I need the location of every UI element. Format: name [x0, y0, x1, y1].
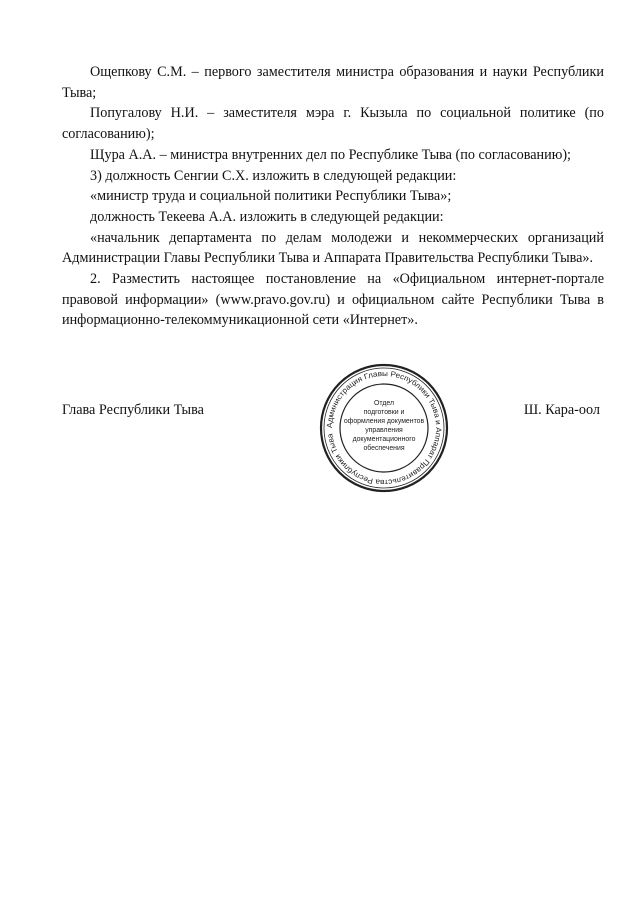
paragraph-popugalova: Попугалову Н.И. – заместителя мэра г. Кызыла по социальной политике (по согласованию); [62, 105, 604, 143]
paragraph-item-2-publish: 2. Разместить настоящее постановление на «Официальном интернет-портале правовой информации» (www.pravo.gov.ru) и официальном сайте Республики Тыва в информационно-телекоммуникационной сети «Интернет». [62, 271, 604, 329]
signature-position: Глава Республики Тыва [62, 402, 204, 418]
seal-center-line: подготовки и [363, 409, 405, 416]
paragraph-shchura: Щура А.А. – министра внутренних дел по Республике Тыва (по согласованию); [90, 146, 571, 163]
paragraph-oshchepkova: Ощепкову С.М. – первого заместителя министра образования и науки Республики Тыва; [62, 64, 604, 101]
seal-ring-text: Администрация Главы Республики Тыва и Аппарат Правительства Республики Тыва [324, 368, 444, 488]
document-body [62, 62, 604, 331]
seal-graphic [318, 362, 450, 494]
paragraph-item-3: 3) должность Сенгии С.Х. изложить в следующей редакции: [90, 167, 457, 184]
seal-center [344, 400, 425, 452]
signature-name: Ш. Кара-оол [523, 402, 600, 418]
paragraph-tekeev-title: «начальник департамента по делам молодежи и некоммерческих организаций Администрации Главы Республики Тыва и Аппарата Правительства Республики Тыва». [62, 229, 604, 267]
seal-center-line: управления [365, 427, 403, 434]
seal-center-line: обеспечения [363, 445, 405, 452]
official-seal [318, 362, 450, 494]
seal-center-line: оформления документов [343, 418, 425, 425]
seal-center-line: Отдел [374, 400, 394, 407]
seal-center-line: документационного [352, 436, 416, 443]
paragraph-sengii-title: «министр труда и социальной политики Республики Тыва»; [90, 188, 452, 205]
paragraph-tekeev-intro: должность Текеева А.А. изложить в следующей редакции: [90, 208, 444, 225]
